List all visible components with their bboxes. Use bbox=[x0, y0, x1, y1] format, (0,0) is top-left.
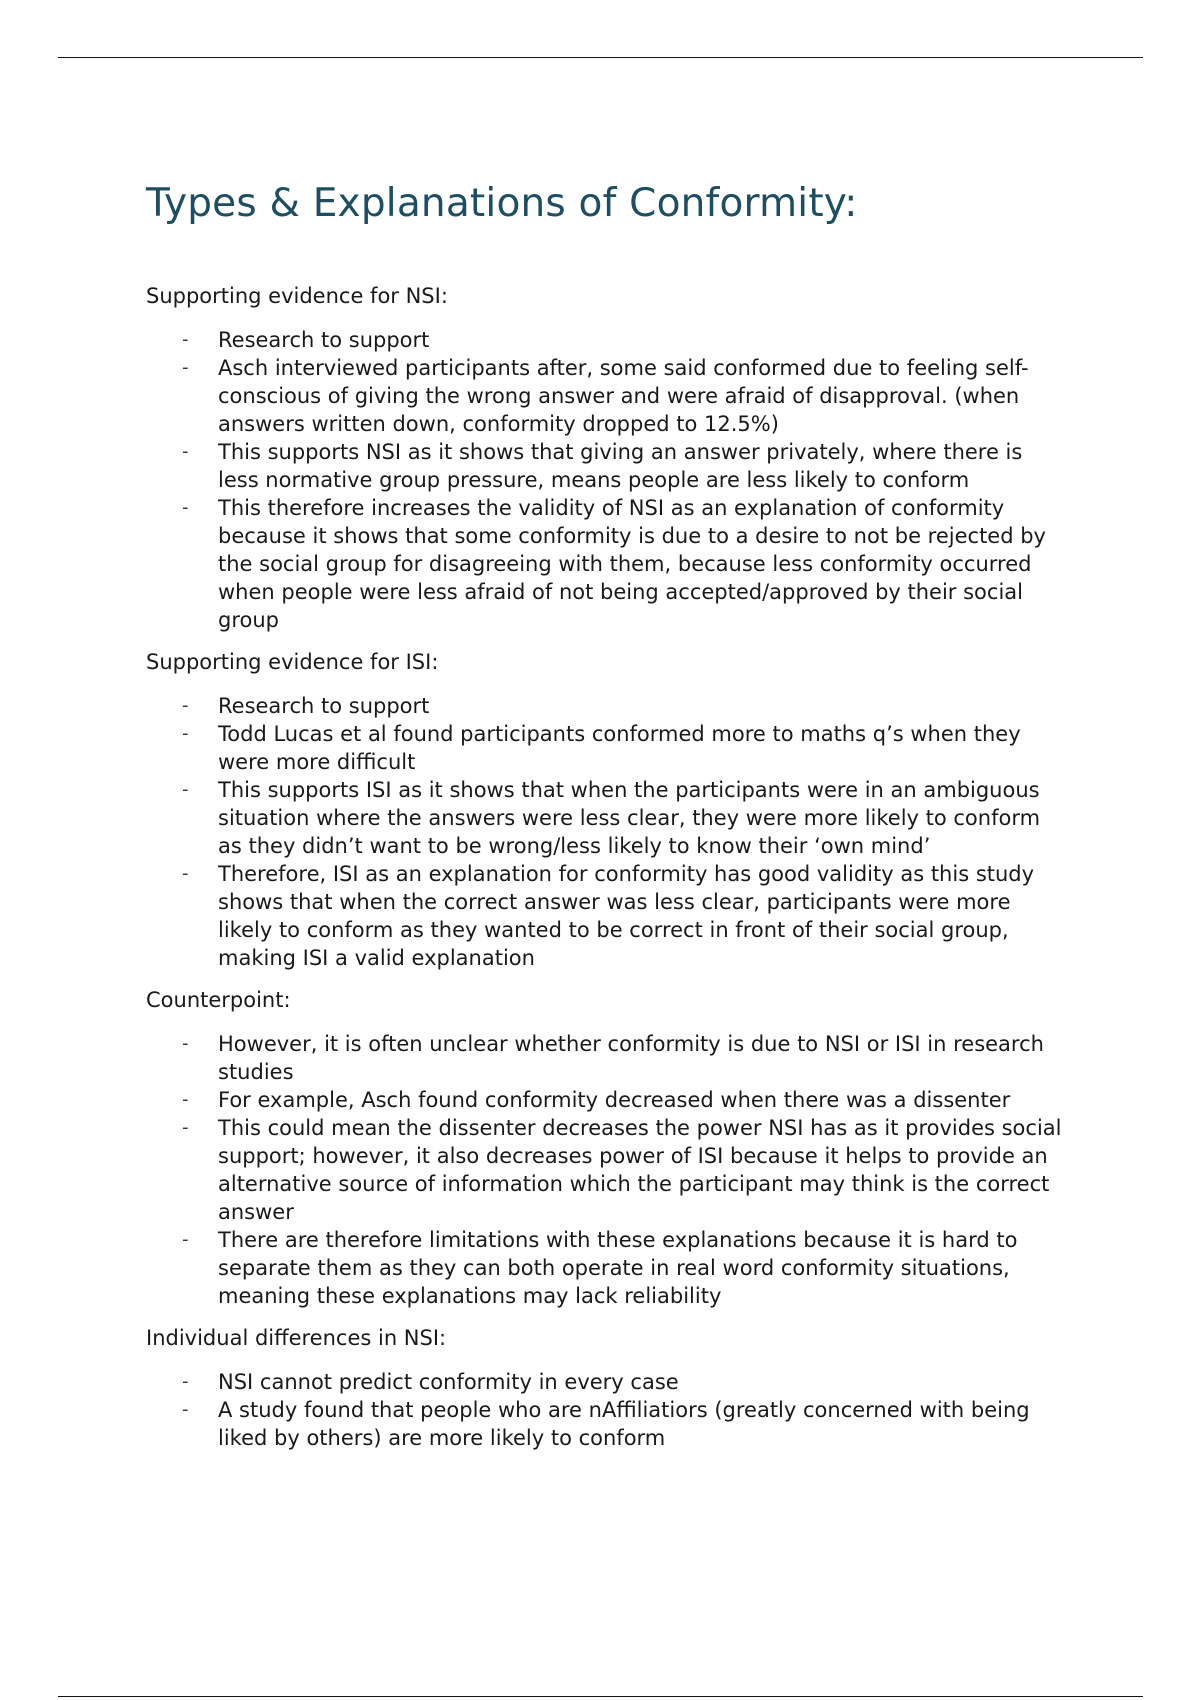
list-item bbox=[146, 1226, 1066, 1310]
bullet-list bbox=[146, 1030, 1066, 1310]
bullet-dash: - bbox=[182, 1033, 189, 1054]
bullet-dash: - bbox=[182, 863, 189, 884]
bullet-dash: - bbox=[182, 497, 189, 518]
list-item-text: There are therefore limitations with these explanations because it is hard to separate them as they can both operate in real word conformity situations, meaning these explanations may lack reliability bbox=[218, 1228, 1018, 1308]
bullet-list bbox=[146, 692, 1066, 972]
section-heading: Counterpoint: bbox=[146, 988, 291, 1012]
bullet-dash: - bbox=[182, 329, 189, 350]
list-item-text: NSI cannot predict conformity in every case bbox=[218, 1370, 679, 1394]
list-item bbox=[146, 326, 1066, 354]
document-body bbox=[146, 178, 1066, 1452]
section-isi-evidence bbox=[146, 648, 1066, 972]
list-item-text: However, it is often unclear whether conformity is due to NSI or ISI in research studies bbox=[218, 1032, 1044, 1084]
list-item-text: This supports NSI as it shows that giving an answer privately, where there is less normative group pressure, means people are less likely to conform bbox=[218, 440, 1023, 492]
list-item bbox=[146, 1030, 1066, 1086]
bullet-dash: - bbox=[182, 1229, 189, 1250]
section-heading: Supporting evidence for ISI: bbox=[146, 650, 439, 674]
list-item bbox=[146, 1114, 1066, 1226]
bullet-dash: - bbox=[182, 1117, 189, 1138]
section-heading: Supporting evidence for NSI: bbox=[146, 284, 448, 308]
bullet-dash: - bbox=[182, 1399, 189, 1420]
bullet-dash: - bbox=[182, 357, 189, 378]
list-item bbox=[146, 1086, 1066, 1114]
bottom-rule bbox=[58, 1696, 1143, 1697]
list-item bbox=[146, 860, 1066, 972]
list-item-text: Todd Lucas et al found participants conformed more to maths q’s when they were more difficult bbox=[218, 722, 1021, 774]
list-item-text: A study found that people who are nAffiliatiors (greatly concerned with being liked by others) are more likely to conform bbox=[218, 1398, 1030, 1450]
page-title: Types & Explanations of Conformity: bbox=[146, 181, 858, 226]
bullet-dash: - bbox=[182, 695, 189, 716]
bullet-dash: - bbox=[182, 779, 189, 800]
section-counterpoint bbox=[146, 986, 1066, 1310]
section-heading: Individual differences in NSI: bbox=[146, 1326, 447, 1350]
bullet-dash: - bbox=[182, 723, 189, 744]
bullet-list bbox=[146, 1368, 1066, 1452]
bullet-dash: - bbox=[182, 441, 189, 462]
list-item-text: This supports ISI as it shows that when the participants were in an ambiguous situation where the answers were less clear, they were more likely to conform as they didn’t want to be wrong/less likely to know their ‘own mind’ bbox=[218, 778, 1041, 858]
list-item bbox=[146, 720, 1066, 776]
bullet-dash: - bbox=[182, 1089, 189, 1110]
section-individual-differences bbox=[146, 1324, 1066, 1452]
top-rule bbox=[58, 57, 1143, 58]
list-item-text: Research to support bbox=[218, 694, 430, 718]
list-item-text: This could mean the dissenter decreases the power NSI has as it provides social support; however, it also decreases power of ISI because it helps to provide an alternative source of information which the participant may think is the correct answer bbox=[218, 1116, 1062, 1224]
list-item bbox=[146, 494, 1066, 634]
list-item-text: Research to support bbox=[218, 328, 430, 352]
bullet-list bbox=[146, 326, 1066, 634]
list-item bbox=[146, 1396, 1066, 1452]
list-item bbox=[146, 438, 1066, 494]
list-item bbox=[146, 776, 1066, 860]
list-item-text: Therefore, ISI as an explanation for conformity has good validity as this study shows that when the correct answer was less clear, participants were more likely to conform as they wanted to be correct in front of their social group, making ISI a valid explanation bbox=[218, 862, 1035, 970]
list-item bbox=[146, 354, 1066, 438]
bullet-dash: - bbox=[182, 1371, 189, 1392]
list-item bbox=[146, 692, 1066, 720]
section-nsi-evidence bbox=[146, 282, 1066, 634]
list-item-text: Asch interviewed participants after, some said conformed due to feeling self-conscious of giving the wrong answer and were afraid of disapproval. (when answers written down, conformity dropped to 12.5%) bbox=[218, 356, 1029, 436]
list-item-text: This therefore increases the validity of NSI as an explanation of conformity because it shows that some conformity is due to a desire to not be rejected by the social group for disagreeing with them, because less conformity occurred when people were less afraid of not being accepted/approved by their social group bbox=[218, 496, 1046, 632]
list-item-text: For example, Asch found conformity decreased when there was a dissenter bbox=[218, 1088, 1011, 1112]
list-item bbox=[146, 1368, 1066, 1396]
